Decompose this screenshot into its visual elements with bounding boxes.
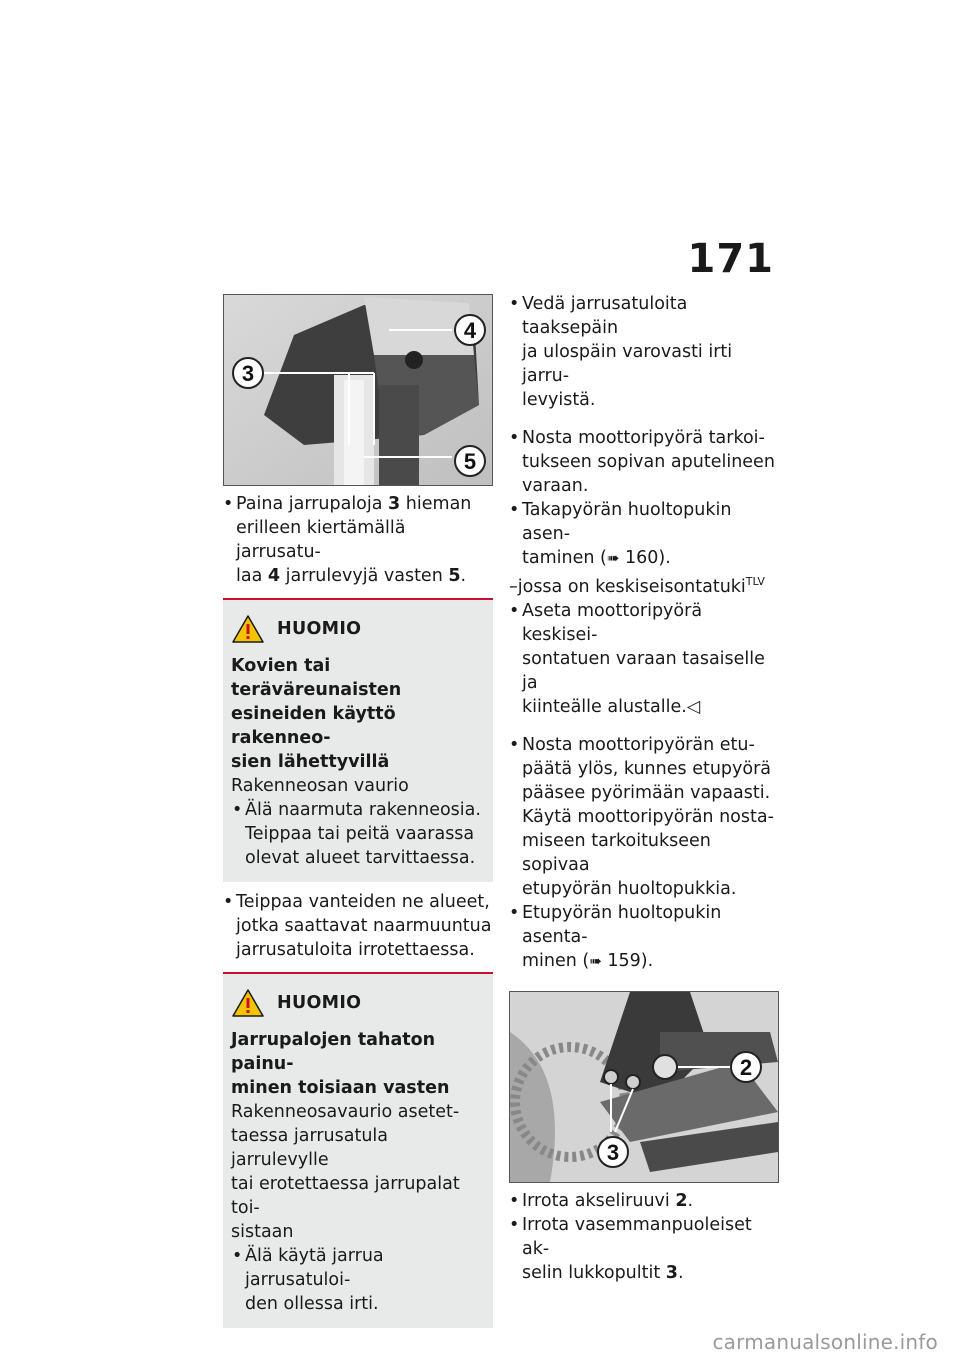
warning-icon: [231, 988, 265, 1018]
bullet-dot-icon: •: [509, 903, 520, 923]
bullet-dot-icon: •: [509, 735, 520, 755]
condition-line: –jossa on keskiseisontatuki$^{TLV}$: [509, 575, 765, 597]
bullet-dot-icon: •: [223, 892, 234, 912]
notice-box-1: HUOMIO Kovien tai teräväreunaisten esineiden käyttö rakenneo- sien lähettyvillä Rakenneosan vaurio • Älä naarmuta rakenneosia. Teippaa tai peitä vaarassa olevat alueet tarvittaessa.: [223, 600, 493, 882]
notice-title: HUOMIO: [277, 619, 362, 639]
page-reference-link[interactable]: 159).: [601, 951, 654, 971]
notice-title: HUOMIO: [277, 993, 362, 1013]
step-front-stand: • Etupyörän huoltopukin asenta- minen (➠ 159).: [509, 903, 722, 971]
step-lift-front: • Nosta moottoripyörän etu- päätä ylös, kunnes etupyörä pääsee pyörimään vapaasti. Käytä moottoripyörän nosta- miseen tarkoitukseen sopivaa etupyörän huoltopukkia.: [509, 735, 774, 899]
step-tape-rims: • Teippaa vanteiden ne alueet, jotka saattavat naarmuuntua jarrusatuloita irrotettaessa.: [223, 892, 492, 960]
step-press-pads: • Paina jarrupaloja 3 hieman erilleen kiertämällä jarrusatu- laa 4 jarrulevyjä vasten 5.: [223, 494, 472, 586]
step-rear-stand: • Takapyörän huoltopukin asen- taminen (➠ 160).: [509, 500, 732, 568]
front-axle-figure: [509, 991, 779, 1183]
figure-label-5: 5: [463, 449, 477, 474]
page-reference-arrow-icon: ➠: [589, 952, 602, 970]
bullet-dot-icon: •: [509, 1191, 520, 1211]
page-reference-link[interactable]: 160).: [619, 548, 671, 568]
notice-box-2: HUOMIO Jarrupalojen tahaton painu- minen toisiaan vasten Rakenneosavaurio asetet- taessa jarrusatula jarrulevylle tai erotettaessa jarrupalat toi- sistaan • Älä käytä jarrua jarrusatuloi- den ollessa irti.: [223, 974, 493, 1328]
step-remove-axle-screw: • Irrota akseliruuvi 2.: [509, 1191, 694, 1211]
left-column: [223, 294, 493, 1328]
bullet-dot-icon: •: [509, 500, 520, 520]
bullet-dot-icon: •: [223, 494, 234, 514]
step-remove-locking-bolts: • Irrota vasemmanpuoleiset ak- selin lukkopultit 3.: [509, 1215, 752, 1283]
watermark: carmanualsonline.info: [712, 1330, 938, 1354]
bullet-dot-icon: •: [509, 1215, 520, 1235]
step-lift-motorcycle: • Nosta moottoripyörä tarkoi- tukseen sopivan aputelineen varaan.: [509, 428, 775, 496]
bullet-dot-icon: •: [509, 294, 520, 314]
step-pull-calipers: • Vedä jarrusatuloita taaksepäin ja ulospäin varovasti irti jarru- levyistä.: [509, 294, 733, 410]
end-condition-icon: ◁: [686, 697, 701, 717]
figure-label-3: 3: [241, 361, 255, 386]
bullet-dot-icon: •: [509, 428, 520, 448]
notice-bullet: • Älä käytä jarrua jarrusatuloi- den ollessa irti.: [232, 1246, 384, 1314]
figure-label-3: 3: [606, 1140, 620, 1165]
notice-bullet: • Älä naarmuta rakenneosia. Teippaa tai peitä vaarassa olevat alueet tarvittaessa.: [232, 800, 481, 868]
warning-icon: [231, 614, 265, 644]
brake-caliper-figure: [223, 294, 493, 486]
bullet-dot-icon: •: [509, 601, 520, 621]
figure-label-4: 4: [463, 318, 477, 343]
page-reference-arrow-icon: ➠: [606, 549, 620, 567]
step-center-stand: • Aseta moottoripyörä keskisei- sontatuen varaan tasaiselle ja kiinteälle alustalle.◁: [509, 601, 765, 717]
page-number: 171: [687, 236, 774, 282]
figure-label-2: 2: [739, 1055, 753, 1080]
right-column: [509, 292, 781, 1285]
